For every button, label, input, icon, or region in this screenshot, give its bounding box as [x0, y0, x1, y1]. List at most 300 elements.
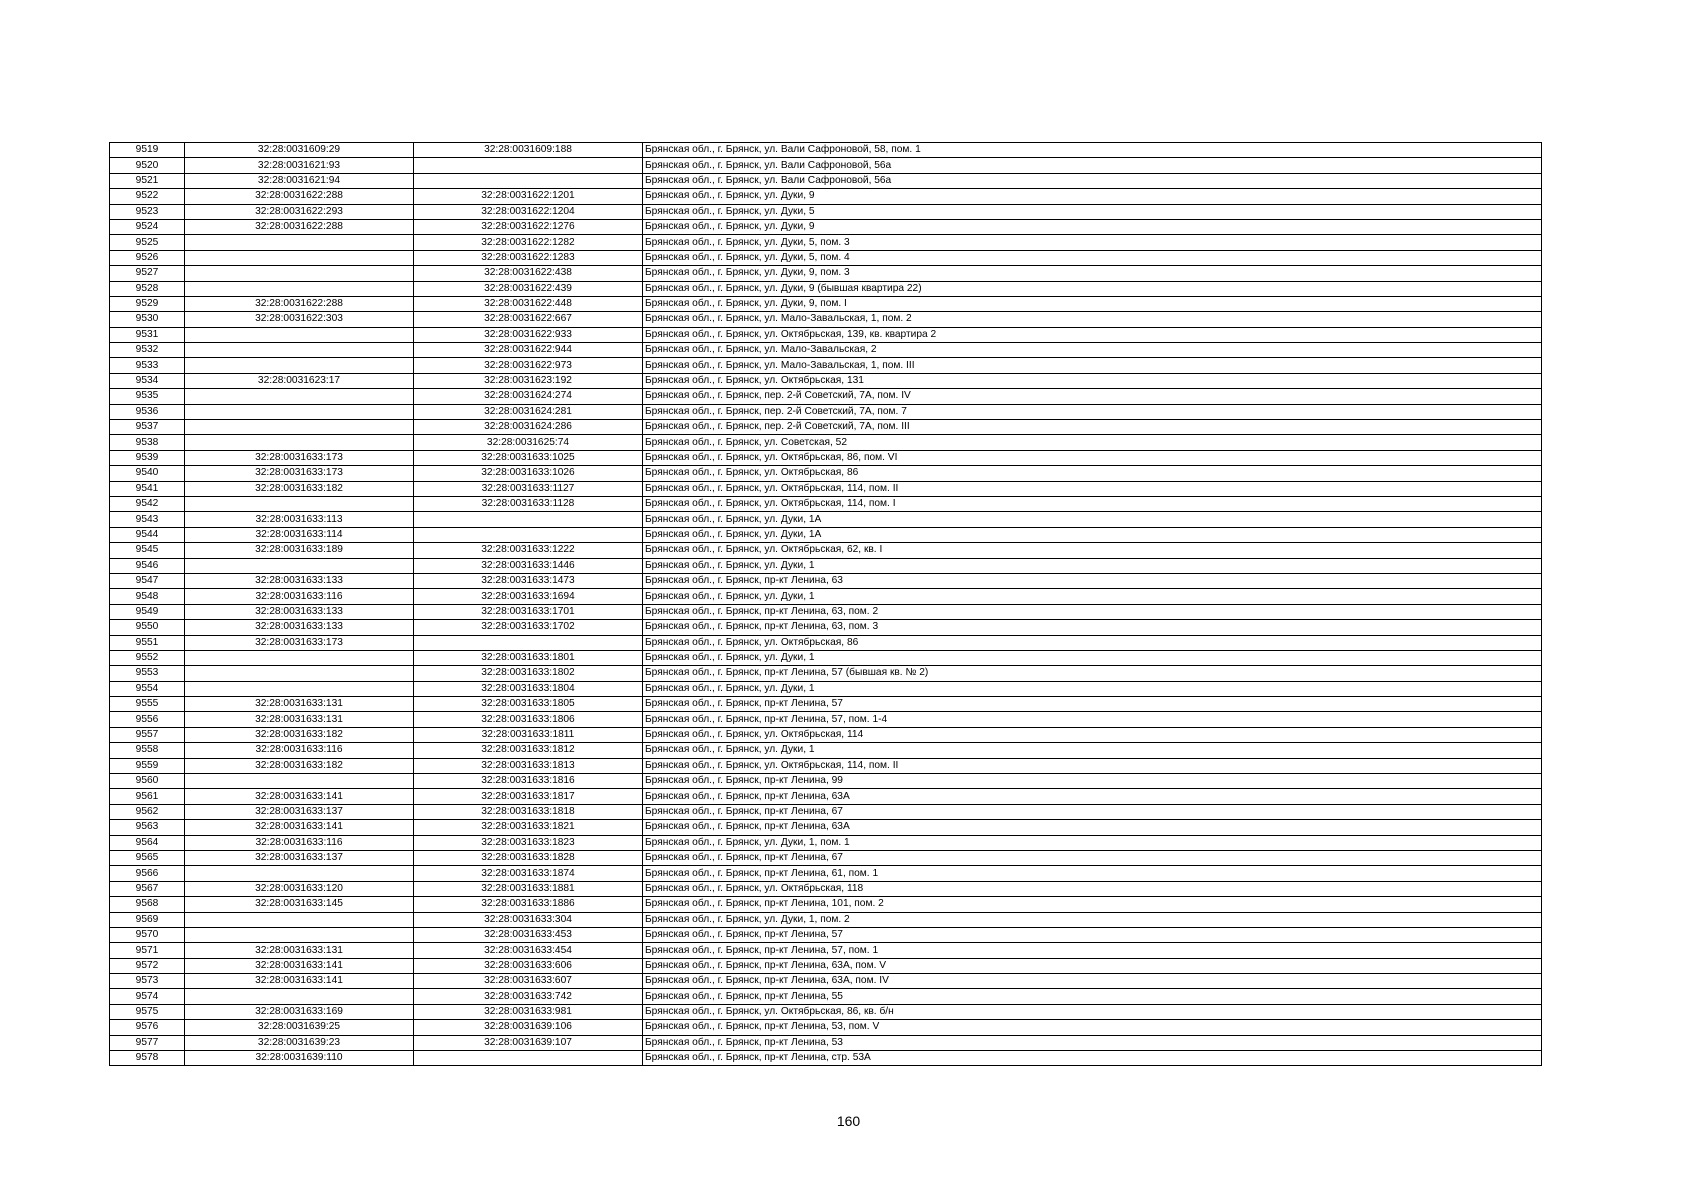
registry-table-body [110, 143, 1542, 1066]
land-cadastral-number-cell: 32:28:0031639:25 [185, 1020, 414, 1035]
row-number-cell: 9552 [110, 650, 185, 665]
table-row [110, 158, 1542, 173]
row-number-cell: 9568 [110, 897, 185, 912]
address-cell: Брянская обл., г. Брянск, ул. Октябрьская, 114 [643, 727, 1542, 742]
land-cadastral-number-cell: 32:28:0031633:141 [185, 820, 414, 835]
land-cadastral-number-cell [185, 420, 414, 435]
object-cadastral-number-cell: 32:28:0031622:439 [414, 281, 643, 296]
address-cell: Брянская обл., г. Брянск, ул. Мало-Завальская, 1, пом. III [643, 358, 1542, 373]
address-cell: Брянская обл., г. Брянск, пр-кт Ленина, 61, пом. 1 [643, 866, 1542, 881]
object-cadastral-number-cell [414, 527, 643, 542]
object-cadastral-number-cell: 32:28:0031633:1805 [414, 697, 643, 712]
object-cadastral-number-cell: 32:28:0031633:1473 [414, 573, 643, 588]
land-cadastral-number-cell: 32:28:0031633:131 [185, 697, 414, 712]
object-cadastral-number-cell: 32:28:0031624:274 [414, 389, 643, 404]
row-number-cell: 9578 [110, 1051, 185, 1066]
object-cadastral-number-cell: 32:28:0031609:188 [414, 143, 643, 158]
address-cell: Брянская обл., г. Брянск, пр-кт Ленина, 63А, пом. IV [643, 974, 1542, 989]
row-number-cell: 9544 [110, 527, 185, 542]
land-cadastral-number-cell: 32:28:0031633:137 [185, 850, 414, 865]
land-cadastral-number-cell [185, 866, 414, 881]
row-number-cell: 9528 [110, 281, 185, 296]
table-row [110, 1051, 1542, 1066]
table-row [110, 466, 1542, 481]
row-number-cell: 9541 [110, 481, 185, 496]
row-number-cell: 9567 [110, 881, 185, 896]
object-cadastral-number-cell: 32:28:0031622:1204 [414, 204, 643, 219]
table-row [110, 312, 1542, 327]
land-cadastral-number-cell: 32:28:0031633:182 [185, 481, 414, 496]
address-cell: Брянская обл., г. Брянск, ул. Октябрьская, 114, пом. II [643, 758, 1542, 773]
row-number-cell: 9570 [110, 927, 185, 942]
address-cell: Брянская обл., г. Брянск, ул. Вали Сафроновой, 56а [643, 173, 1542, 188]
object-cadastral-number-cell: 32:28:0031622:1201 [414, 189, 643, 204]
address-cell: Брянская обл., г. Брянск, ул. Дуки, 5 [643, 204, 1542, 219]
land-cadastral-number-cell: 32:28:0031633:120 [185, 881, 414, 896]
land-cadastral-number-cell [185, 496, 414, 511]
address-cell: Брянская обл., г. Брянск, ул. Дуки, 1 [643, 681, 1542, 696]
object-cadastral-number-cell: 32:28:0031622:438 [414, 266, 643, 281]
address-cell: Брянская обл., г. Брянск, пер. 2-й Советский, 7А, пом. 7 [643, 404, 1542, 419]
address-cell: Брянская обл., г. Брянск, ул. Октябрьская, 114, пом. II [643, 481, 1542, 496]
row-number-cell: 9565 [110, 850, 185, 865]
row-number-cell: 9550 [110, 620, 185, 635]
address-cell: Брянская обл., г. Брянск, ул. Дуки, 9, пом. 3 [643, 266, 1542, 281]
land-cadastral-number-cell: 32:28:0031633:113 [185, 512, 414, 527]
object-cadastral-number-cell: 32:28:0031622:667 [414, 312, 643, 327]
land-cadastral-number-cell [185, 681, 414, 696]
object-cadastral-number-cell: 32:28:0031633:981 [414, 1004, 643, 1019]
row-number-cell: 9525 [110, 235, 185, 250]
row-number-cell: 9561 [110, 789, 185, 804]
address-cell: Брянская обл., г. Брянск, ул. Дуки, 9, пом. I [643, 296, 1542, 311]
land-cadastral-number-cell: 32:28:0031622:288 [185, 219, 414, 234]
table-row [110, 743, 1542, 758]
address-cell: Брянская обл., г. Брянск, пр-кт Ленина, 57, пом. 1-4 [643, 712, 1542, 727]
row-number-cell: 9521 [110, 173, 185, 188]
address-cell: Брянская обл., г. Брянск, ул. Дуки, 9 (бывшая квартира 22) [643, 281, 1542, 296]
address-cell: Брянская обл., г. Брянск, ул. Дуки, 1А [643, 512, 1542, 527]
land-cadastral-number-cell [185, 281, 414, 296]
table-row [110, 897, 1542, 912]
table-row [110, 727, 1542, 742]
address-cell: Брянская обл., г. Брянск, ул. Мало-Завальская, 1, пом. 2 [643, 312, 1542, 327]
address-cell: Брянская обл., г. Брянск, ул. Вали Сафроновой, 56а [643, 158, 1542, 173]
table-row [110, 512, 1542, 527]
table-row [110, 189, 1542, 204]
object-cadastral-number-cell: 32:28:0031633:607 [414, 974, 643, 989]
address-cell: Брянская обл., г. Брянск, ул. Дуки, 5, пом. 4 [643, 250, 1542, 265]
object-cadastral-number-cell: 32:28:0031633:1813 [414, 758, 643, 773]
object-cadastral-number-cell [414, 512, 643, 527]
address-cell: Брянская обл., г. Брянск, ул. Октябрьская, 62, кв. I [643, 543, 1542, 558]
object-cadastral-number-cell: 32:28:0031633:1702 [414, 620, 643, 635]
row-number-cell: 9536 [110, 404, 185, 419]
object-cadastral-number-cell: 32:28:0031633:1812 [414, 743, 643, 758]
address-cell: Брянская обл., г. Брянск, ул. Советская, 52 [643, 435, 1542, 450]
table-row [110, 1035, 1542, 1050]
object-cadastral-number-cell: 32:28:0031622:973 [414, 358, 643, 373]
table-row [110, 204, 1542, 219]
address-cell: Брянская обл., г. Брянск, ул. Октябрьская, 118 [643, 881, 1542, 896]
land-cadastral-number-cell: 32:28:0031633:137 [185, 804, 414, 819]
address-cell: Брянская обл., г. Брянск, ул. Мало-Завальская, 2 [643, 343, 1542, 358]
land-cadastral-number-cell [185, 435, 414, 450]
row-number-cell: 9529 [110, 296, 185, 311]
object-cadastral-number-cell: 32:28:0031633:1811 [414, 727, 643, 742]
table-row [110, 327, 1542, 342]
address-cell: Брянская обл., г. Брянск, ул. Дуки, 9 [643, 189, 1542, 204]
land-cadastral-number-cell: 32:28:0031622:303 [185, 312, 414, 327]
address-cell: Брянская обл., г. Брянск, пр-кт Ленина, стр. 53А [643, 1051, 1542, 1066]
table-row [110, 804, 1542, 819]
land-cadastral-number-cell [185, 266, 414, 281]
address-cell: Брянская обл., г. Брянск, ул. Октябрьская, 86 [643, 635, 1542, 650]
row-number-cell: 9569 [110, 912, 185, 927]
row-number-cell: 9542 [110, 496, 185, 511]
object-cadastral-number-cell: 32:28:0031633:1025 [414, 450, 643, 465]
row-number-cell: 9555 [110, 697, 185, 712]
address-cell: Брянская обл., г. Брянск, ул. Дуки, 9 [643, 219, 1542, 234]
object-cadastral-number-cell: 32:28:0031639:107 [414, 1035, 643, 1050]
object-cadastral-number-cell: 32:28:0031622:448 [414, 296, 643, 311]
row-number-cell: 9548 [110, 589, 185, 604]
table-row [110, 712, 1542, 727]
table-row [110, 543, 1542, 558]
object-cadastral-number-cell: 32:28:0031633:454 [414, 943, 643, 958]
object-cadastral-number-cell: 32:28:0031633:1694 [414, 589, 643, 604]
land-cadastral-number-cell [185, 327, 414, 342]
object-cadastral-number-cell: 32:28:0031633:1026 [414, 466, 643, 481]
table-row [110, 173, 1542, 188]
address-cell: Брянская обл., г. Брянск, пр-кт Ленина, 99 [643, 774, 1542, 789]
table-row [110, 573, 1542, 588]
table-row [110, 1020, 1542, 1035]
object-cadastral-number-cell: 32:28:0031633:1222 [414, 543, 643, 558]
address-cell: Брянская обл., г. Брянск, пр-кт Ленина, 63А [643, 820, 1542, 835]
address-cell: Брянская обл., г. Брянск, пер. 2-й Советский, 7А, пом. IV [643, 389, 1542, 404]
object-cadastral-number-cell: 32:28:0031622:933 [414, 327, 643, 342]
land-cadastral-number-cell: 32:28:0031633:141 [185, 974, 414, 989]
address-cell: Брянская обл., г. Брянск, ул. Октябрьская, 86, пом. VI [643, 450, 1542, 465]
object-cadastral-number-cell: 32:28:0031633:742 [414, 989, 643, 1004]
land-cadastral-number-cell [185, 912, 414, 927]
address-cell: Брянская обл., г. Брянск, ул. Октябрьская, 86 [643, 466, 1542, 481]
row-number-cell: 9574 [110, 989, 185, 1004]
address-cell: Брянская обл., г. Брянск, ул. Дуки, 1 [643, 743, 1542, 758]
row-number-cell: 9520 [110, 158, 185, 173]
table-row [110, 296, 1542, 311]
table-row [110, 681, 1542, 696]
table-row [110, 235, 1542, 250]
table-row [110, 420, 1542, 435]
table-row [110, 989, 1542, 1004]
address-cell: Брянская обл., г. Брянск, ул. Октябрьская, 86, кв. б/н [643, 1004, 1542, 1019]
table-row [110, 143, 1542, 158]
row-number-cell: 9573 [110, 974, 185, 989]
table-row [110, 758, 1542, 773]
table-row [110, 373, 1542, 388]
object-cadastral-number-cell: 32:28:0031633:1817 [414, 789, 643, 804]
object-cadastral-number-cell: 32:28:0031633:1801 [414, 650, 643, 665]
address-cell: Брянская обл., г. Брянск, ул. Дуки, 5, пом. 3 [643, 235, 1542, 250]
land-cadastral-number-cell: 32:28:0031633:114 [185, 527, 414, 542]
table-row [110, 558, 1542, 573]
land-cadastral-number-cell: 32:28:0031623:17 [185, 373, 414, 388]
table-row [110, 481, 1542, 496]
address-cell: Брянская обл., г. Брянск, ул. Октябрьская, 114, пом. I [643, 496, 1542, 511]
row-number-cell: 9527 [110, 266, 185, 281]
object-cadastral-number-cell: 32:28:0031633:1881 [414, 881, 643, 896]
object-cadastral-number-cell: 32:28:0031624:286 [414, 420, 643, 435]
land-cadastral-number-cell: 32:28:0031633:145 [185, 897, 414, 912]
table-row [110, 281, 1542, 296]
row-number-cell: 9577 [110, 1035, 185, 1050]
land-cadastral-number-cell [185, 389, 414, 404]
row-number-cell: 9557 [110, 727, 185, 742]
object-cadastral-number-cell [414, 173, 643, 188]
row-number-cell: 9560 [110, 774, 185, 789]
object-cadastral-number-cell: 32:28:0031633:1802 [414, 666, 643, 681]
address-cell: Брянская обл., г. Брянск, пр-кт Ленина, 57 [643, 697, 1542, 712]
row-number-cell: 9551 [110, 635, 185, 650]
table-row [110, 850, 1542, 865]
object-cadastral-number-cell: 32:28:0031624:281 [414, 404, 643, 419]
land-cadastral-number-cell [185, 235, 414, 250]
address-cell: Брянская обл., г. Брянск, ул. Дуки, 1А [643, 527, 1542, 542]
table-row [110, 527, 1542, 542]
table-row [110, 666, 1542, 681]
address-cell: Брянская обл., г. Брянск, ул. Дуки, 1, пом. 1 [643, 835, 1542, 850]
registry-table [109, 142, 1542, 1066]
address-cell: Брянская обл., г. Брянск, пр-кт Ленина, 55 [643, 989, 1542, 1004]
address-cell: Брянская обл., г. Брянск, пр-кт Ленина, 63 [643, 573, 1542, 588]
row-number-cell: 9519 [110, 143, 185, 158]
land-cadastral-number-cell: 32:28:0031633:116 [185, 589, 414, 604]
row-number-cell: 9540 [110, 466, 185, 481]
object-cadastral-number-cell [414, 635, 643, 650]
table-row [110, 943, 1542, 958]
object-cadastral-number-cell: 32:28:0031633:1816 [414, 774, 643, 789]
object-cadastral-number-cell: 32:28:0031622:1283 [414, 250, 643, 265]
table-row [110, 219, 1542, 234]
object-cadastral-number-cell: 32:28:0031633:1804 [414, 681, 643, 696]
address-cell: Брянская обл., г. Брянск, пр-кт Ленина, 53 [643, 1035, 1542, 1050]
row-number-cell: 9547 [110, 573, 185, 588]
table-row [110, 835, 1542, 850]
row-number-cell: 9553 [110, 666, 185, 681]
land-cadastral-number-cell: 32:28:0031609:29 [185, 143, 414, 158]
object-cadastral-number-cell: 32:28:0031633:1874 [414, 866, 643, 881]
row-number-cell: 9576 [110, 1020, 185, 1035]
object-cadastral-number-cell: 32:28:0031633:304 [414, 912, 643, 927]
row-number-cell: 9539 [110, 450, 185, 465]
address-cell: Брянская обл., г. Брянск, ул. Октябрьская, 131 [643, 373, 1542, 388]
land-cadastral-number-cell: 32:28:0031622:288 [185, 189, 414, 204]
row-number-cell: 9556 [110, 712, 185, 727]
table-row [110, 927, 1542, 942]
object-cadastral-number-cell: 32:28:0031639:106 [414, 1020, 643, 1035]
row-number-cell: 9566 [110, 866, 185, 881]
row-number-cell: 9538 [110, 435, 185, 450]
row-number-cell: 9571 [110, 943, 185, 958]
object-cadastral-number-cell: 32:28:0031622:944 [414, 343, 643, 358]
land-cadastral-number-cell: 32:28:0031633:169 [185, 1004, 414, 1019]
address-cell: Брянская обл., г. Брянск, ул. Дуки, 1 [643, 589, 1542, 604]
object-cadastral-number-cell: 32:28:0031622:1282 [414, 235, 643, 250]
object-cadastral-number-cell: 32:28:0031633:606 [414, 958, 643, 973]
row-number-cell: 9522 [110, 189, 185, 204]
row-number-cell: 9537 [110, 420, 185, 435]
table-row [110, 358, 1542, 373]
address-cell: Брянская обл., г. Брянск, ул. Вали Сафроновой, 58, пом. 1 [643, 143, 1542, 158]
row-number-cell: 9558 [110, 743, 185, 758]
row-number-cell: 9564 [110, 835, 185, 850]
land-cadastral-number-cell [185, 343, 414, 358]
table-row [110, 635, 1542, 650]
object-cadastral-number-cell: 32:28:0031633:1828 [414, 850, 643, 865]
object-cadastral-number-cell: 32:28:0031633:453 [414, 927, 643, 942]
row-number-cell: 9563 [110, 820, 185, 835]
row-number-cell: 9543 [110, 512, 185, 527]
object-cadastral-number-cell: 32:28:0031633:1446 [414, 558, 643, 573]
address-cell: Брянская обл., г. Брянск, пер. 2-й Советский, 7А, пом. III [643, 420, 1542, 435]
row-number-cell: 9575 [110, 1004, 185, 1019]
address-cell: Брянская обл., г. Брянск, пр-кт Ленина, 67 [643, 850, 1542, 865]
land-cadastral-number-cell [185, 989, 414, 1004]
table-row [110, 250, 1542, 265]
row-number-cell: 9531 [110, 327, 185, 342]
address-cell: Брянская обл., г. Брянск, ул. Дуки, 1 [643, 650, 1542, 665]
object-cadastral-number-cell: 32:28:0031625:74 [414, 435, 643, 450]
object-cadastral-number-cell: 32:28:0031633:1128 [414, 496, 643, 511]
address-cell: Брянская обл., г. Брянск, пр-кт Ленина, 53, пом. V [643, 1020, 1542, 1035]
land-cadastral-number-cell: 32:28:0031633:133 [185, 604, 414, 619]
table-row [110, 912, 1542, 927]
table-row [110, 958, 1542, 973]
row-number-cell: 9533 [110, 358, 185, 373]
row-number-cell: 9523 [110, 204, 185, 219]
table-row [110, 604, 1542, 619]
table-row [110, 620, 1542, 635]
table-row [110, 1004, 1542, 1019]
table-row [110, 866, 1542, 881]
table-row [110, 266, 1542, 281]
row-number-cell: 9530 [110, 312, 185, 327]
land-cadastral-number-cell [185, 774, 414, 789]
table-row [110, 404, 1542, 419]
row-number-cell: 9534 [110, 373, 185, 388]
row-number-cell: 9524 [110, 219, 185, 234]
land-cadastral-number-cell [185, 250, 414, 265]
land-cadastral-number-cell: 32:28:0031639:110 [185, 1051, 414, 1066]
object-cadastral-number-cell: 32:28:0031633:1806 [414, 712, 643, 727]
row-number-cell: 9572 [110, 958, 185, 973]
table-row [110, 774, 1542, 789]
row-number-cell: 9562 [110, 804, 185, 819]
row-number-cell: 9545 [110, 543, 185, 558]
object-cadastral-number-cell [414, 158, 643, 173]
row-number-cell: 9559 [110, 758, 185, 773]
address-cell: Брянская обл., г. Брянск, ул. Октябрьская, 139, кв. квартира 2 [643, 327, 1542, 342]
object-cadastral-number-cell: 32:28:0031633:1823 [414, 835, 643, 850]
land-cadastral-number-cell: 32:28:0031633:116 [185, 835, 414, 850]
address-cell: Брянская обл., г. Брянск, пр-кт Ленина, 63А [643, 789, 1542, 804]
address-cell: Брянская обл., г. Брянск, пр-кт Ленина, 63А, пом. V [643, 958, 1542, 973]
land-cadastral-number-cell: 32:28:0031633:173 [185, 450, 414, 465]
land-cadastral-number-cell: 32:28:0031621:93 [185, 158, 414, 173]
address-cell: Брянская обл., г. Брянск, пр-кт Ленина, 57 [643, 927, 1542, 942]
land-cadastral-number-cell: 32:28:0031633:189 [185, 543, 414, 558]
address-cell: Брянская обл., г. Брянск, ул. Дуки, 1 [643, 558, 1542, 573]
land-cadastral-number-cell [185, 650, 414, 665]
row-number-cell: 9546 [110, 558, 185, 573]
object-cadastral-number-cell: 32:28:0031633:1127 [414, 481, 643, 496]
address-cell: Брянская обл., г. Брянск, пр-кт Ленина, 101, пом. 2 [643, 897, 1542, 912]
land-cadastral-number-cell [185, 404, 414, 419]
land-cadastral-number-cell: 32:28:0031622:293 [185, 204, 414, 219]
table-row [110, 589, 1542, 604]
table-row [110, 435, 1542, 450]
table-row [110, 974, 1542, 989]
land-cadastral-number-cell: 32:28:0031621:94 [185, 173, 414, 188]
row-number-cell: 9535 [110, 389, 185, 404]
land-cadastral-number-cell: 32:28:0031633:141 [185, 958, 414, 973]
land-cadastral-number-cell: 32:28:0031633:131 [185, 943, 414, 958]
address-cell: Брянская обл., г. Брянск, пр-кт Ленина, 63, пом. 3 [643, 620, 1542, 635]
table-row [110, 389, 1542, 404]
row-number-cell: 9526 [110, 250, 185, 265]
land-cadastral-number-cell: 32:28:0031633:116 [185, 743, 414, 758]
land-cadastral-number-cell: 32:28:0031633:182 [185, 727, 414, 742]
object-cadastral-number-cell: 32:28:0031633:1818 [414, 804, 643, 819]
land-cadastral-number-cell [185, 666, 414, 681]
address-cell: Брянская обл., г. Брянск, пр-кт Ленина, 67 [643, 804, 1542, 819]
table-row [110, 450, 1542, 465]
land-cadastral-number-cell [185, 927, 414, 942]
table-row [110, 650, 1542, 665]
table-row [110, 789, 1542, 804]
object-cadastral-number-cell: 32:28:0031622:1276 [414, 219, 643, 234]
land-cadastral-number-cell: 32:28:0031633:173 [185, 635, 414, 650]
address-cell: Брянская обл., г. Брянск, ул. Дуки, 1, пом. 2 [643, 912, 1542, 927]
table-row [110, 881, 1542, 896]
table-row [110, 697, 1542, 712]
row-number-cell: 9549 [110, 604, 185, 619]
object-cadastral-number-cell: 32:28:0031623:192 [414, 373, 643, 388]
address-cell: Брянская обл., г. Брянск, пр-кт Ленина, 63, пом. 2 [643, 604, 1542, 619]
row-number-cell: 9532 [110, 343, 185, 358]
land-cadastral-number-cell: 32:28:0031633:173 [185, 466, 414, 481]
land-cadastral-number-cell: 32:28:0031633:182 [185, 758, 414, 773]
object-cadastral-number-cell [414, 1051, 643, 1066]
object-cadastral-number-cell: 32:28:0031633:1886 [414, 897, 643, 912]
land-cadastral-number-cell: 32:28:0031633:131 [185, 712, 414, 727]
land-cadastral-number-cell [185, 358, 414, 373]
object-cadastral-number-cell: 32:28:0031633:1821 [414, 820, 643, 835]
table-row [110, 820, 1542, 835]
page-number: 160 [836, 1113, 861, 1129]
land-cadastral-number-cell [185, 558, 414, 573]
row-number-cell: 9554 [110, 681, 185, 696]
land-cadastral-number-cell: 32:28:0031633:141 [185, 789, 414, 804]
table-row [110, 496, 1542, 511]
object-cadastral-number-cell: 32:28:0031633:1701 [414, 604, 643, 619]
land-cadastral-number-cell: 32:28:0031622:288 [185, 296, 414, 311]
table-row [110, 343, 1542, 358]
land-cadastral-number-cell: 32:28:0031633:133 [185, 573, 414, 588]
address-cell: Брянская обл., г. Брянск, пр-кт Ленина, 57 (бывшая кв. № 2) [643, 666, 1542, 681]
